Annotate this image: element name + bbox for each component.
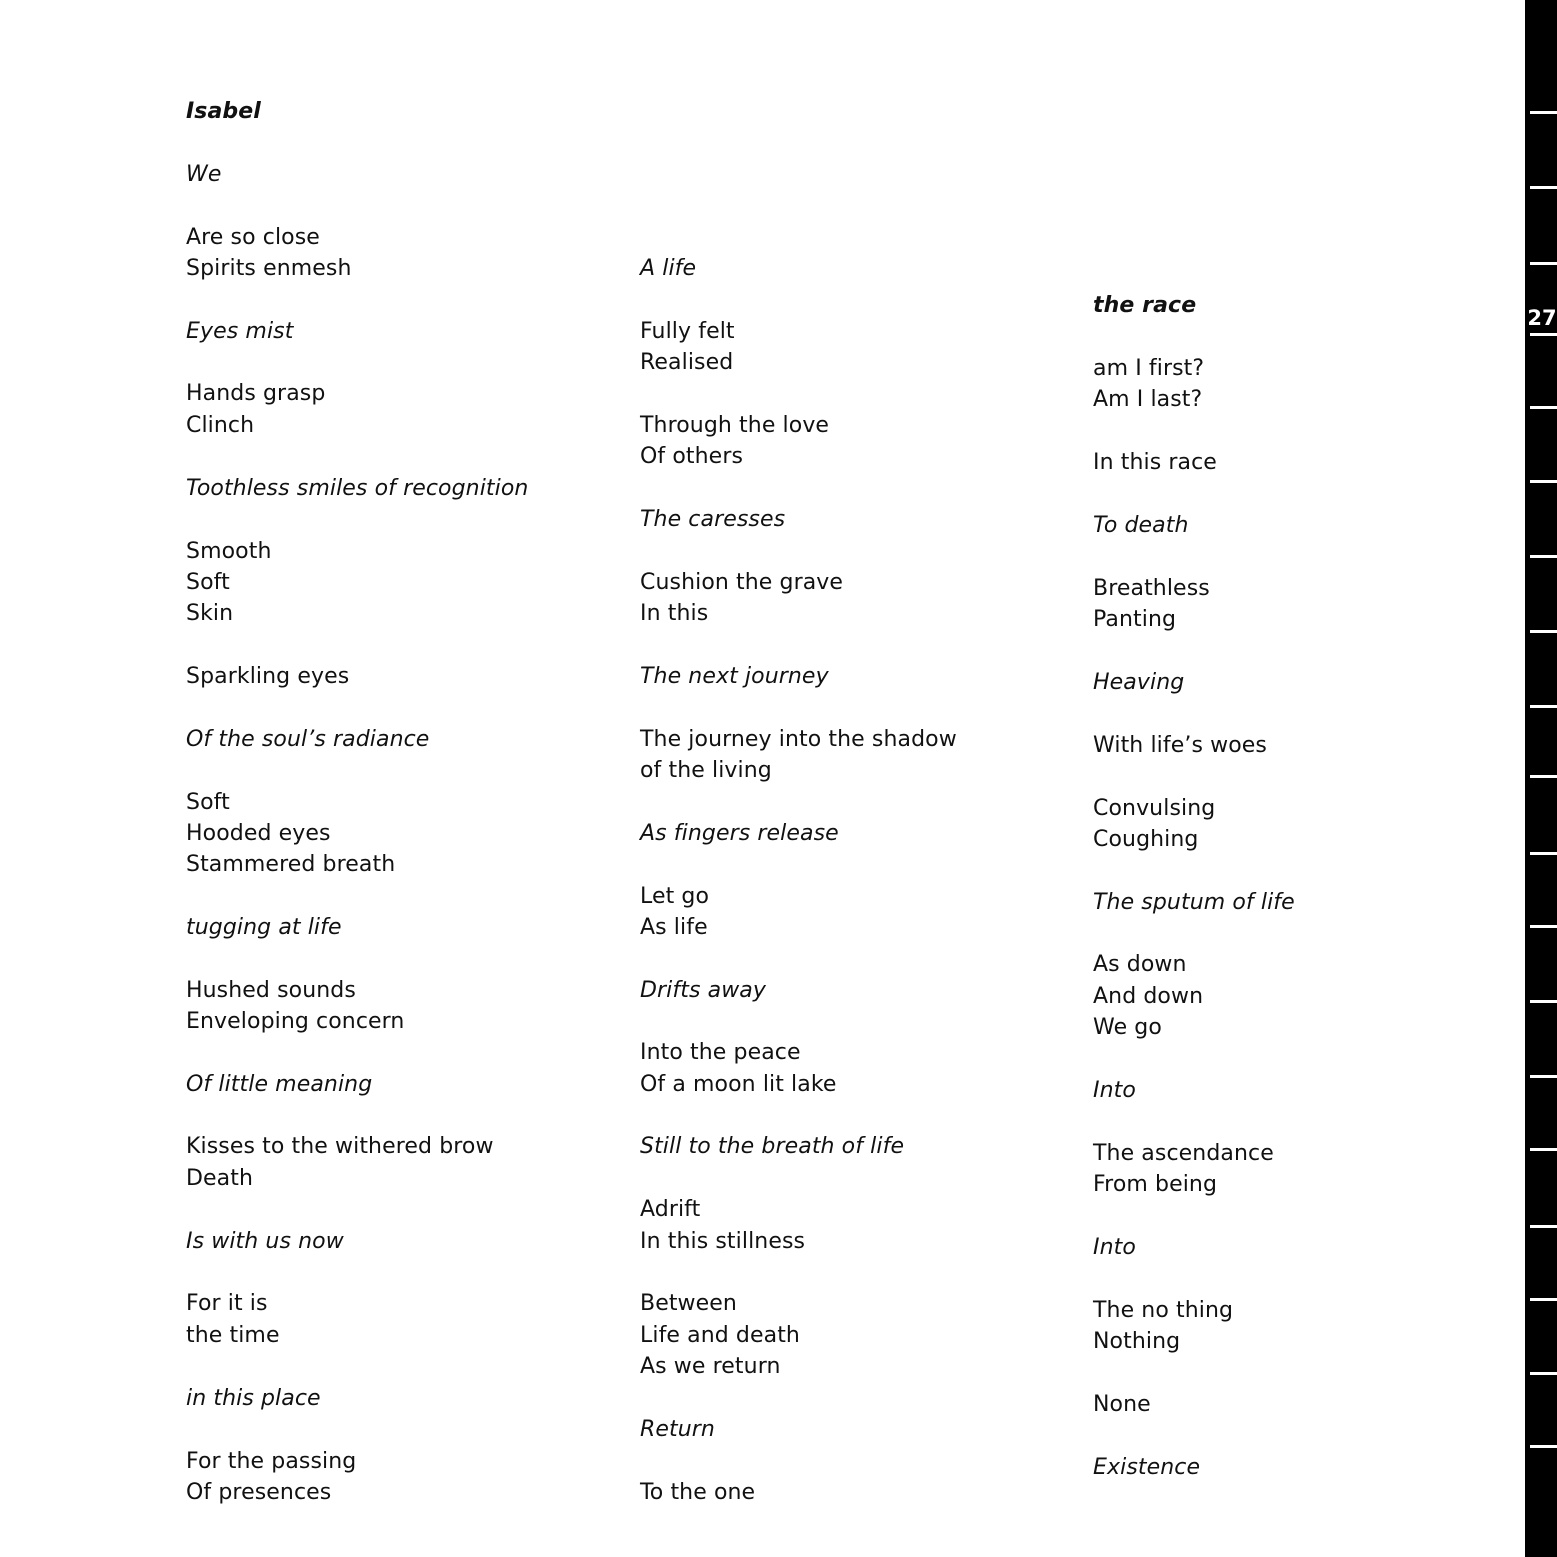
poem-line: As fingers release [640, 821, 839, 846]
poem-line: Sparkling eyes [186, 664, 350, 689]
poem-line: Of others [640, 444, 744, 469]
poem-line: Heaving [1093, 670, 1185, 695]
index-tick [1530, 775, 1557, 778]
poem-line: Stammered breath [186, 852, 396, 877]
poem-line: As life [640, 915, 708, 940]
poem-line: To the one [640, 1480, 756, 1505]
index-tick [1530, 1298, 1557, 1301]
poem-line: The next journey [640, 664, 829, 689]
poem-line: For the passing [186, 1449, 357, 1474]
poem-line: am I first? [1093, 356, 1205, 381]
poem-line: Hushed sounds [186, 978, 356, 1003]
index-tick [1530, 1225, 1557, 1228]
poem-line: Spirits enmesh [186, 256, 352, 281]
index-tick [1530, 1000, 1557, 1003]
poem-line: None [1093, 1392, 1151, 1417]
poem-line: Let go [640, 884, 710, 909]
poem-line: And down [1093, 984, 1204, 1009]
poem-title: Isabel [186, 99, 261, 124]
poem-line: Breathless [1093, 576, 1210, 601]
poem-line: From being [1093, 1172, 1218, 1197]
page-number: 27 [1527, 306, 1557, 330]
poem-line: Are so close [186, 225, 320, 250]
poem-line: Convulsing [1093, 796, 1216, 821]
index-tick [1530, 480, 1557, 483]
poem-line: Nothing [1093, 1329, 1181, 1354]
index-tick [1530, 406, 1557, 409]
thumb-index-bar [1525, 0, 1557, 1557]
index-tick [1530, 1148, 1557, 1151]
poem-line: Adrift [640, 1197, 701, 1222]
poem-line: Of the soul’s radiance [186, 727, 430, 752]
poem-line: We go [1093, 1015, 1162, 1040]
poem-line: Between [640, 1291, 737, 1316]
index-tick [1530, 925, 1557, 928]
poem-line: Cushion the grave [640, 570, 844, 595]
poem-line: With life’s woes [1093, 733, 1267, 758]
poem-line: The journey into the shadow [640, 727, 957, 752]
index-tick [1530, 1445, 1557, 1448]
poem-line: In this race [1093, 450, 1217, 475]
poem-line: Toothless smiles of recognition [186, 476, 529, 501]
poem-line: Hands grasp [186, 381, 326, 406]
poem-line: Of presences [186, 1480, 332, 1505]
poem-line: Return [640, 1417, 715, 1442]
poem-line: Skin [186, 601, 234, 626]
index-tick [1530, 630, 1557, 633]
index-tick [1530, 111, 1557, 114]
poem-line: Through the love [640, 413, 830, 438]
poem-line: Clinch [186, 413, 255, 438]
poem-line: The ascendance [1093, 1141, 1274, 1166]
poem-line: The sputum of life [1093, 890, 1295, 915]
poem-line: The no thing [1093, 1298, 1234, 1323]
poem-line: Still to the breath of life [640, 1134, 905, 1159]
index-tick [1530, 705, 1557, 708]
poem-title: the race [1093, 293, 1197, 318]
poem-line: Of a moon lit lake [640, 1072, 837, 1097]
index-tick [1530, 1075, 1557, 1078]
poem-line: The caresses [640, 507, 786, 532]
poem-line: Life and death [640, 1323, 800, 1348]
poem-line: In this [640, 601, 709, 626]
poem-line: Eyes mist [186, 319, 294, 344]
index-tick [1530, 1372, 1557, 1375]
poem-line: Panting [1093, 607, 1177, 632]
poem-line: Soft [186, 570, 230, 595]
poem-line: the time [186, 1323, 280, 1348]
poem-line: In this stillness [640, 1229, 806, 1254]
poem-line: As we return [640, 1354, 781, 1379]
index-tick [1530, 852, 1557, 855]
poem-line: Fully felt [640, 319, 735, 344]
poem-line: Smooth [186, 539, 272, 564]
poem-line: To death [1093, 513, 1189, 538]
index-tick [1530, 186, 1557, 189]
poem-line: We [186, 162, 222, 187]
poem-line: Is with us now [186, 1229, 344, 1254]
index-tick [1530, 555, 1557, 558]
index-tick [1530, 333, 1557, 336]
poem-line: Realised [640, 350, 734, 375]
poem-line: tugging at life [186, 915, 342, 940]
poem-line: Am I last? [1093, 387, 1203, 412]
poem-line: Death [186, 1166, 254, 1191]
index-tick [1530, 262, 1557, 265]
poem-line: of the living [640, 758, 772, 783]
poem-line: Hooded eyes [186, 821, 331, 846]
poem-line: Enveloping concern [186, 1009, 405, 1034]
poem-line: Soft [186, 790, 230, 815]
poem-line: Into [1093, 1235, 1136, 1260]
poem-line: Into the peace [640, 1040, 801, 1065]
poem-line: Of little meaning [186, 1072, 373, 1097]
poem-line: Kisses to the withered brow [186, 1134, 494, 1159]
poem-line: For it is [186, 1291, 268, 1316]
poem-line: A life [640, 256, 697, 281]
poem-line: in this place [186, 1386, 321, 1411]
poem-line: Into [1093, 1078, 1136, 1103]
poem-line: Coughing [1093, 827, 1199, 852]
poem-line: Drifts away [640, 978, 766, 1003]
poem-line: Existence [1093, 1455, 1201, 1480]
poem-line: As down [1093, 952, 1187, 977]
